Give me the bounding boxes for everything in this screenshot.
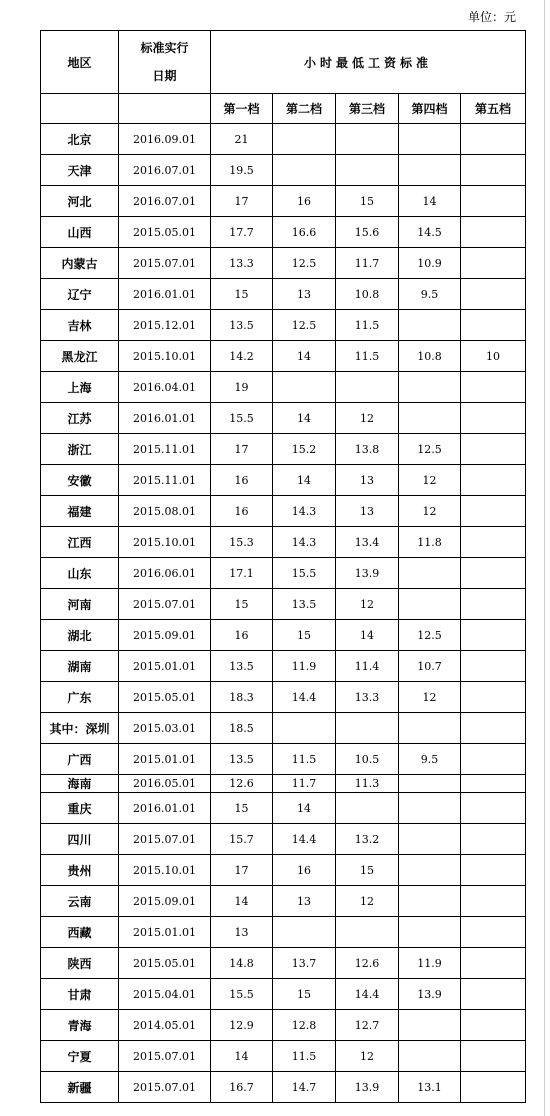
cell-tier-4 xyxy=(399,824,461,855)
table-row xyxy=(41,403,526,434)
cell-tier-2: 13.5 xyxy=(273,589,336,620)
cell-date: 2015.10.01 xyxy=(119,855,211,886)
cell-tier-3: 11.7 xyxy=(336,248,399,279)
table-row xyxy=(41,155,526,186)
cell-tier-1: 13 xyxy=(211,917,273,948)
table-row xyxy=(41,1041,526,1072)
table-row xyxy=(41,1010,526,1041)
cell-region: 云南 xyxy=(41,886,119,917)
table-row xyxy=(41,527,526,558)
cell-region: 新疆 xyxy=(41,1072,119,1103)
cell-tier-3 xyxy=(336,713,399,744)
table-row xyxy=(41,824,526,855)
cell-tier-4 xyxy=(399,558,461,589)
cell-date: 2015.07.01 xyxy=(119,589,211,620)
cell-tier-2: 13.7 xyxy=(273,948,336,979)
cell-tier-4 xyxy=(399,886,461,917)
cell-tier-4: 10.9 xyxy=(399,248,461,279)
cell-tier-1: 17 xyxy=(211,434,273,465)
cell-region: 贵州 xyxy=(41,855,119,886)
cell-tier-3: 12 xyxy=(336,589,399,620)
cell-tier-2: 11.9 xyxy=(273,651,336,682)
cell-date: 2015.09.01 xyxy=(119,886,211,917)
cell-tier-5 xyxy=(461,124,526,155)
table-row xyxy=(41,744,526,775)
cell-tier-2: 13 xyxy=(273,886,336,917)
cell-tier-2: 11.7 xyxy=(273,775,336,793)
cell-tier-2: 15 xyxy=(273,620,336,651)
cell-tier-3: 13.8 xyxy=(336,434,399,465)
cell-region: 广西 xyxy=(41,744,119,775)
cell-tier-4: 14.5 xyxy=(399,217,461,248)
cell-tier-5 xyxy=(461,1041,526,1072)
cell-tier-1: 21 xyxy=(211,124,273,155)
cell-date: 2016.01.01 xyxy=(119,279,211,310)
cell-date: 2015.05.01 xyxy=(119,682,211,713)
cell-date: 2016.05.01 xyxy=(119,775,211,793)
cell-tier-5 xyxy=(461,186,526,217)
cell-tier-5 xyxy=(461,155,526,186)
header-region-blank xyxy=(41,94,119,124)
cell-tier-4 xyxy=(399,793,461,824)
cell-tier-1: 14 xyxy=(211,886,273,917)
cell-tier-5 xyxy=(461,434,526,465)
cell-tier-5 xyxy=(461,403,526,434)
cell-region: 江西 xyxy=(41,527,119,558)
cell-tier-3: 13 xyxy=(336,496,399,527)
cell-tier-4: 12.5 xyxy=(399,434,461,465)
cell-tier-3: 15.6 xyxy=(336,217,399,248)
cell-tier-3: 14.4 xyxy=(336,979,399,1010)
header-date-line1: 标准实行 xyxy=(140,41,189,55)
cell-date: 2015.07.01 xyxy=(119,824,211,855)
cell-region: 天津 xyxy=(41,155,119,186)
cell-tier-2: 14.7 xyxy=(273,1072,336,1103)
cell-tier-4 xyxy=(399,855,461,886)
cell-tier-5 xyxy=(461,855,526,886)
cell-tier-2: 14 xyxy=(273,403,336,434)
cell-tier-5 xyxy=(461,713,526,744)
table-row xyxy=(41,651,526,682)
cell-date: 2015.12.01 xyxy=(119,310,211,341)
cell-tier-4: 14 xyxy=(399,186,461,217)
table-row xyxy=(41,465,526,496)
cell-tier-1: 14.2 xyxy=(211,341,273,372)
cell-tier-1: 18.3 xyxy=(211,682,273,713)
cell-tier-5 xyxy=(461,217,526,248)
cell-tier-3: 13.3 xyxy=(336,682,399,713)
cell-tier-4 xyxy=(399,310,461,341)
cell-tier-1: 14 xyxy=(211,1041,273,1072)
header-row-2 xyxy=(41,94,526,124)
cell-tier-5 xyxy=(461,372,526,403)
cell-region: 河南 xyxy=(41,589,119,620)
cell-tier-2: 15.2 xyxy=(273,434,336,465)
cell-tier-4 xyxy=(399,372,461,403)
cell-tier-5 xyxy=(461,1072,526,1103)
cell-tier-1: 15 xyxy=(211,793,273,824)
cell-tier-5 xyxy=(461,824,526,855)
cell-tier-5 xyxy=(461,793,526,824)
cell-tier-3: 12 xyxy=(336,886,399,917)
cell-tier-5 xyxy=(461,558,526,589)
cell-region: 福建 xyxy=(41,496,119,527)
cell-tier-4: 10.7 xyxy=(399,651,461,682)
cell-region: 内蒙古 xyxy=(41,248,119,279)
table-row xyxy=(41,496,526,527)
cell-region: 其中：深圳 xyxy=(41,713,119,744)
cell-tier-2: 14 xyxy=(273,341,336,372)
cell-tier-4: 11.9 xyxy=(399,948,461,979)
cell-tier-5 xyxy=(461,496,526,527)
cell-tier-4: 9.5 xyxy=(399,279,461,310)
cell-date: 2015.05.01 xyxy=(119,217,211,248)
cell-tier-3: 14 xyxy=(336,620,399,651)
cell-tier-1: 17 xyxy=(211,855,273,886)
cell-tier-1: 18.5 xyxy=(211,713,273,744)
cell-tier-2: 14.4 xyxy=(273,682,336,713)
cell-tier-3: 12 xyxy=(336,403,399,434)
cell-tier-1: 17.7 xyxy=(211,217,273,248)
cell-tier-3: 11.3 xyxy=(336,775,399,793)
table-row xyxy=(41,310,526,341)
cell-tier-2: 11.5 xyxy=(273,744,336,775)
header-tier-2: 第二档 xyxy=(273,94,336,124)
cell-tier-3: 13.2 xyxy=(336,824,399,855)
cell-region: 安徽 xyxy=(41,465,119,496)
cell-tier-1: 14.8 xyxy=(211,948,273,979)
table-row xyxy=(41,948,526,979)
cell-tier-5 xyxy=(461,310,526,341)
cell-tier-3: 13.9 xyxy=(336,558,399,589)
cell-tier-4 xyxy=(399,713,461,744)
cell-date: 2015.04.01 xyxy=(119,979,211,1010)
cell-tier-4 xyxy=(399,1041,461,1072)
cell-tier-5: 10 xyxy=(461,341,526,372)
table-row xyxy=(41,855,526,886)
cell-region: 湖北 xyxy=(41,620,119,651)
cell-tier-5 xyxy=(461,917,526,948)
cell-tier-2: 16 xyxy=(273,855,336,886)
cell-region: 江苏 xyxy=(41,403,119,434)
cell-tier-5 xyxy=(461,527,526,558)
table-row xyxy=(41,979,526,1010)
table-row xyxy=(41,372,526,403)
table-row xyxy=(41,1072,526,1103)
cell-tier-4 xyxy=(399,155,461,186)
table-row xyxy=(41,341,526,372)
cell-tier-1: 12.9 xyxy=(211,1010,273,1041)
cell-tier-1: 19 xyxy=(211,372,273,403)
cell-region: 辽宁 xyxy=(41,279,119,310)
cell-date: 2015.01.01 xyxy=(119,917,211,948)
header-row-1 xyxy=(41,31,526,94)
cell-tier-5 xyxy=(461,279,526,310)
cell-tier-1: 13.5 xyxy=(211,744,273,775)
cell-tier-3: 10.5 xyxy=(336,744,399,775)
cell-tier-5 xyxy=(461,744,526,775)
cell-region: 青海 xyxy=(41,1010,119,1041)
cell-tier-4 xyxy=(399,917,461,948)
cell-date: 2014.05.01 xyxy=(119,1010,211,1041)
cell-tier-3 xyxy=(336,124,399,155)
cell-tier-3: 13.9 xyxy=(336,1072,399,1103)
unit-label: 单位：元 xyxy=(468,10,517,24)
cell-region: 宁夏 xyxy=(41,1041,119,1072)
cell-tier-3: 11.4 xyxy=(336,651,399,682)
cell-tier-3: 12.7 xyxy=(336,1010,399,1041)
cell-region: 甘肃 xyxy=(41,979,119,1010)
cell-tier-5 xyxy=(461,620,526,651)
min-wage-table xyxy=(40,30,526,1103)
table-row xyxy=(41,775,526,793)
cell-tier-5 xyxy=(461,948,526,979)
cell-tier-5 xyxy=(461,248,526,279)
cell-region: 广东 xyxy=(41,682,119,713)
table-row xyxy=(41,217,526,248)
table-row xyxy=(41,248,526,279)
cell-region: 西藏 xyxy=(41,917,119,948)
header-region: 地区 xyxy=(41,31,119,94)
header-tier-5: 第五档 xyxy=(461,94,526,124)
cell-tier-4: 13.1 xyxy=(399,1072,461,1103)
cell-tier-1: 13.5 xyxy=(211,651,273,682)
table-row xyxy=(41,620,526,651)
cell-date: 2015.08.01 xyxy=(119,496,211,527)
cell-region: 上海 xyxy=(41,372,119,403)
table-row xyxy=(41,186,526,217)
table-row xyxy=(41,434,526,465)
cell-tier-2: 14.3 xyxy=(273,496,336,527)
cell-date: 2015.07.01 xyxy=(119,248,211,279)
table-row xyxy=(41,713,526,744)
header-tier-3: 第三档 xyxy=(336,94,399,124)
cell-tier-2 xyxy=(273,372,336,403)
table-body xyxy=(41,124,526,1103)
cell-tier-3: 15 xyxy=(336,855,399,886)
cell-tier-4: 12 xyxy=(399,496,461,527)
cell-tier-3: 15 xyxy=(336,186,399,217)
cell-tier-4 xyxy=(399,775,461,793)
cell-tier-1: 17.1 xyxy=(211,558,273,589)
cell-date: 2016.04.01 xyxy=(119,372,211,403)
cell-date: 2015.01.01 xyxy=(119,651,211,682)
cell-region: 北京 xyxy=(41,124,119,155)
cell-tier-4 xyxy=(399,403,461,434)
cell-tier-4: 12 xyxy=(399,682,461,713)
cell-tier-5 xyxy=(461,465,526,496)
cell-tier-4: 13.9 xyxy=(399,979,461,1010)
cell-tier-5 xyxy=(461,886,526,917)
cell-tier-4: 11.8 xyxy=(399,527,461,558)
cell-tier-3: 10.8 xyxy=(336,279,399,310)
header-date-line2: 日期 xyxy=(152,69,177,83)
cell-tier-1: 17 xyxy=(211,186,273,217)
cell-tier-1: 15.3 xyxy=(211,527,273,558)
cell-tier-2: 12.5 xyxy=(273,248,336,279)
cell-tier-3: 13.4 xyxy=(336,527,399,558)
header-tier-1: 第一档 xyxy=(211,94,273,124)
cell-tier-3 xyxy=(336,155,399,186)
cell-region: 四川 xyxy=(41,824,119,855)
cell-tier-4: 12.5 xyxy=(399,620,461,651)
cell-tier-5 xyxy=(461,1010,526,1041)
cell-date: 2016.09.01 xyxy=(119,124,211,155)
cell-region: 山西 xyxy=(41,217,119,248)
header-tier-4: 第四档 xyxy=(399,94,461,124)
cell-date: 2015.09.01 xyxy=(119,620,211,651)
cell-tier-5 xyxy=(461,979,526,1010)
cell-tier-1: 15.5 xyxy=(211,979,273,1010)
cell-tier-2 xyxy=(273,155,336,186)
cell-tier-5 xyxy=(461,651,526,682)
cell-date: 2015.07.01 xyxy=(119,1041,211,1072)
cell-tier-3 xyxy=(336,372,399,403)
table-row xyxy=(41,793,526,824)
cell-tier-2 xyxy=(273,124,336,155)
cell-date: 2016.01.01 xyxy=(119,403,211,434)
cell-tier-1: 13.3 xyxy=(211,248,273,279)
cell-tier-3: 11.5 xyxy=(336,341,399,372)
cell-tier-3 xyxy=(336,793,399,824)
cell-tier-2: 15.5 xyxy=(273,558,336,589)
cell-tier-4 xyxy=(399,124,461,155)
cell-tier-3: 12 xyxy=(336,1041,399,1072)
cell-tier-1: 19.5 xyxy=(211,155,273,186)
cell-tier-2: 12.8 xyxy=(273,1010,336,1041)
cell-tier-5 xyxy=(461,589,526,620)
cell-region: 重庆 xyxy=(41,793,119,824)
header-date-blank xyxy=(119,94,211,124)
cell-tier-2: 16.6 xyxy=(273,217,336,248)
cell-region: 湖南 xyxy=(41,651,119,682)
cell-tier-4 xyxy=(399,1010,461,1041)
cell-tier-1: 12.6 xyxy=(211,775,273,793)
cell-tier-4 xyxy=(399,589,461,620)
cell-tier-1: 16 xyxy=(211,620,273,651)
cell-date: 2015.11.01 xyxy=(119,434,211,465)
cell-tier-4: 9.5 xyxy=(399,744,461,775)
cell-tier-1: 15.7 xyxy=(211,824,273,855)
cell-tier-1: 13.5 xyxy=(211,310,273,341)
table-row xyxy=(41,682,526,713)
table-row xyxy=(41,279,526,310)
cell-tier-5 xyxy=(461,682,526,713)
table-row xyxy=(41,917,526,948)
cell-date: 2016.07.01 xyxy=(119,155,211,186)
cell-tier-3 xyxy=(336,917,399,948)
cell-tier-5 xyxy=(461,775,526,793)
cell-date: 2015.01.01 xyxy=(119,744,211,775)
cell-tier-1: 15.5 xyxy=(211,403,273,434)
cell-tier-4: 12 xyxy=(399,465,461,496)
cell-date: 2015.10.01 xyxy=(119,527,211,558)
cell-tier-2: 14 xyxy=(273,793,336,824)
cell-region: 山东 xyxy=(41,558,119,589)
cell-region: 陕西 xyxy=(41,948,119,979)
cell-tier-2: 16 xyxy=(273,186,336,217)
cell-tier-1: 16 xyxy=(211,465,273,496)
cell-tier-4: 10.8 xyxy=(399,341,461,372)
header-hourly-standard: 小时最低工资标准 xyxy=(211,31,526,94)
table-row xyxy=(41,558,526,589)
page-edge-rule xyxy=(544,0,545,1116)
cell-tier-2: 14.3 xyxy=(273,527,336,558)
cell-region: 河北 xyxy=(41,186,119,217)
cell-region: 浙江 xyxy=(41,434,119,465)
cell-tier-1: 15 xyxy=(211,589,273,620)
cell-date: 2015.10.01 xyxy=(119,341,211,372)
cell-date: 2016.07.01 xyxy=(119,186,211,217)
cell-tier-2 xyxy=(273,713,336,744)
table-row xyxy=(41,124,526,155)
cell-region: 黑龙江 xyxy=(41,341,119,372)
cell-date: 2015.07.01 xyxy=(119,1072,211,1103)
cell-tier-2: 12.5 xyxy=(273,310,336,341)
table-row xyxy=(41,589,526,620)
cell-tier-2: 13 xyxy=(273,279,336,310)
cell-date: 2015.03.01 xyxy=(119,713,211,744)
header-effective-date xyxy=(119,31,211,94)
cell-tier-3: 13 xyxy=(336,465,399,496)
cell-region: 海南 xyxy=(41,775,119,793)
cell-tier-3: 11.5 xyxy=(336,310,399,341)
cell-tier-1: 16 xyxy=(211,496,273,527)
cell-tier-2: 15 xyxy=(273,979,336,1010)
cell-date: 2015.11.01 xyxy=(119,465,211,496)
cell-tier-2 xyxy=(273,917,336,948)
cell-tier-1: 16.7 xyxy=(211,1072,273,1103)
cell-tier-2: 11.5 xyxy=(273,1041,336,1072)
cell-region: 吉林 xyxy=(41,310,119,341)
cell-date: 2016.01.01 xyxy=(119,793,211,824)
cell-tier-3: 12.6 xyxy=(336,948,399,979)
table-row xyxy=(41,886,526,917)
cell-tier-2: 14 xyxy=(273,465,336,496)
cell-tier-1: 15 xyxy=(211,279,273,310)
cell-tier-2: 14.4 xyxy=(273,824,336,855)
cell-date: 2016.06.01 xyxy=(119,558,211,589)
cell-date: 2015.05.01 xyxy=(119,948,211,979)
